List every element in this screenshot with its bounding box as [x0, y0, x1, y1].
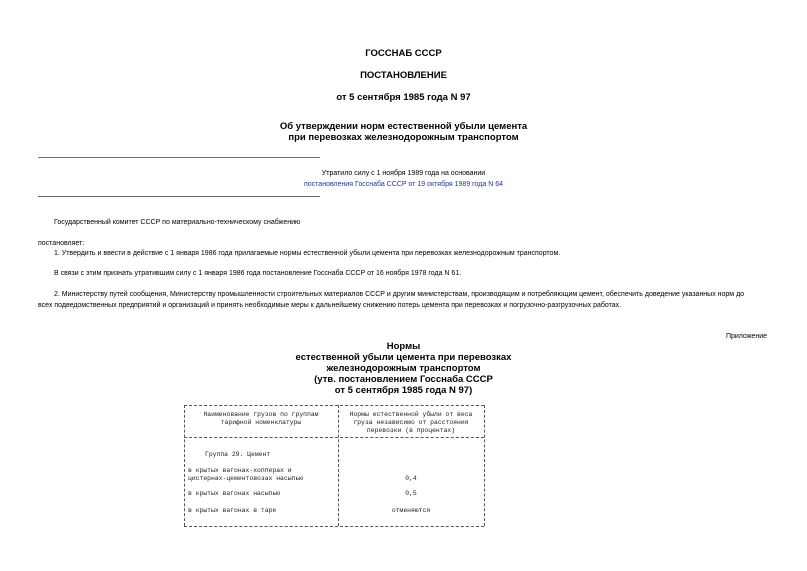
table-row-2-name: в крытых вагонах насыпью — [188, 490, 281, 497]
table-border-left — [184, 405, 185, 526]
item-1: 1. Утвердить и ввести в действие с 1 января 1986 года прилагаемые нормы естественной убыли цемента при перевозках железнодорожным транспортом. — [54, 250, 561, 257]
table-border-right — [484, 405, 485, 526]
table-row-3-value: отменяются — [391, 507, 431, 514]
table-row-1-name-line-1: в крытых вагонах-хопперах и — [188, 467, 292, 474]
appendix-title-line-1: Нормы — [386, 341, 421, 352]
appendix-title-line-4: (утв. постановлением Госснаба СССР — [314, 374, 493, 385]
agency-name: ГОССНАБ СССР — [365, 48, 442, 59]
table-row-1-value: 0,4 — [405, 475, 417, 482]
resolves-text: постановляет: — [38, 240, 85, 247]
table-header-separator — [184, 437, 484, 438]
item-1-annulment: В связи с этим признать утратившим силу с 1 января 1986 года постановление Госснаба СССР от 16 ноября 1978 года N 61. — [54, 270, 462, 277]
status-text: Утратило силу с 1 ноября 1989 года на основании — [321, 170, 486, 177]
table-group-label: Группа 29. Цемент — [205, 451, 271, 458]
item-2-line-2: всех подведомственных предприятий и организаций и принять необходимые меры к дальнейшему снижению потерь цемента при перевозках и погрузочно-разгрузочных работах. — [38, 302, 622, 309]
item-2-line-1: 2. Министерству путей сообщения, Министерству промышленности строительных материалов СССР и другим министерствам, производящим и потребляющим цемент, обеспечить доведение указанных норм до — [54, 291, 745, 298]
column-header-norm-line-3: перевозки (в процентах) — [366, 427, 456, 434]
table-column-separator — [338, 405, 339, 526]
table-border-bottom — [184, 526, 484, 527]
divider-bottom — [38, 196, 320, 197]
status-link[interactable]: постановления Госснаба СССР от 19 октября 1989 года N 64 — [303, 181, 504, 188]
appendix-label: Приложение — [725, 333, 767, 340]
appendix-title-line-3: железнодорожным транспортом — [326, 363, 481, 374]
table-row-2-value: 0,5 — [405, 490, 417, 497]
table-row-3-name: в крытых вагонах в таре — [188, 507, 277, 514]
column-header-norm-line-1: Нормы естественной убыли от веса — [349, 411, 473, 418]
divider-top — [38, 157, 320, 158]
column-header-norm-line-2: груза независимо от расстояния — [353, 419, 469, 426]
appendix-title-line-5: от 5 сентября 1985 года N 97) — [334, 385, 473, 396]
column-header-name-line-2: тарифной номенклатуры — [220, 419, 302, 426]
table-border-top — [184, 405, 484, 406]
document-date: от 5 сентября 1985 года N 97 — [336, 92, 471, 103]
appendix-title-line-2: естественной убыли цемента при перевозках — [295, 352, 512, 363]
intro-paragraph: Государственный комитет СССР по материально-техническому снабжению — [54, 219, 301, 226]
document-title-line-1: Об утверждении норм естественной убыли цемента — [279, 121, 528, 132]
table-row-1-name-line-2: цистернах-цементовозах насыпью — [188, 475, 304, 482]
document-title-line-2: при перевозках железнодорожным транспортом — [288, 132, 519, 143]
document-type: ПОСТАНОВЛЕНИЕ — [360, 70, 447, 81]
column-header-name-line-1: Наименование грузов по группам — [203, 411, 319, 418]
